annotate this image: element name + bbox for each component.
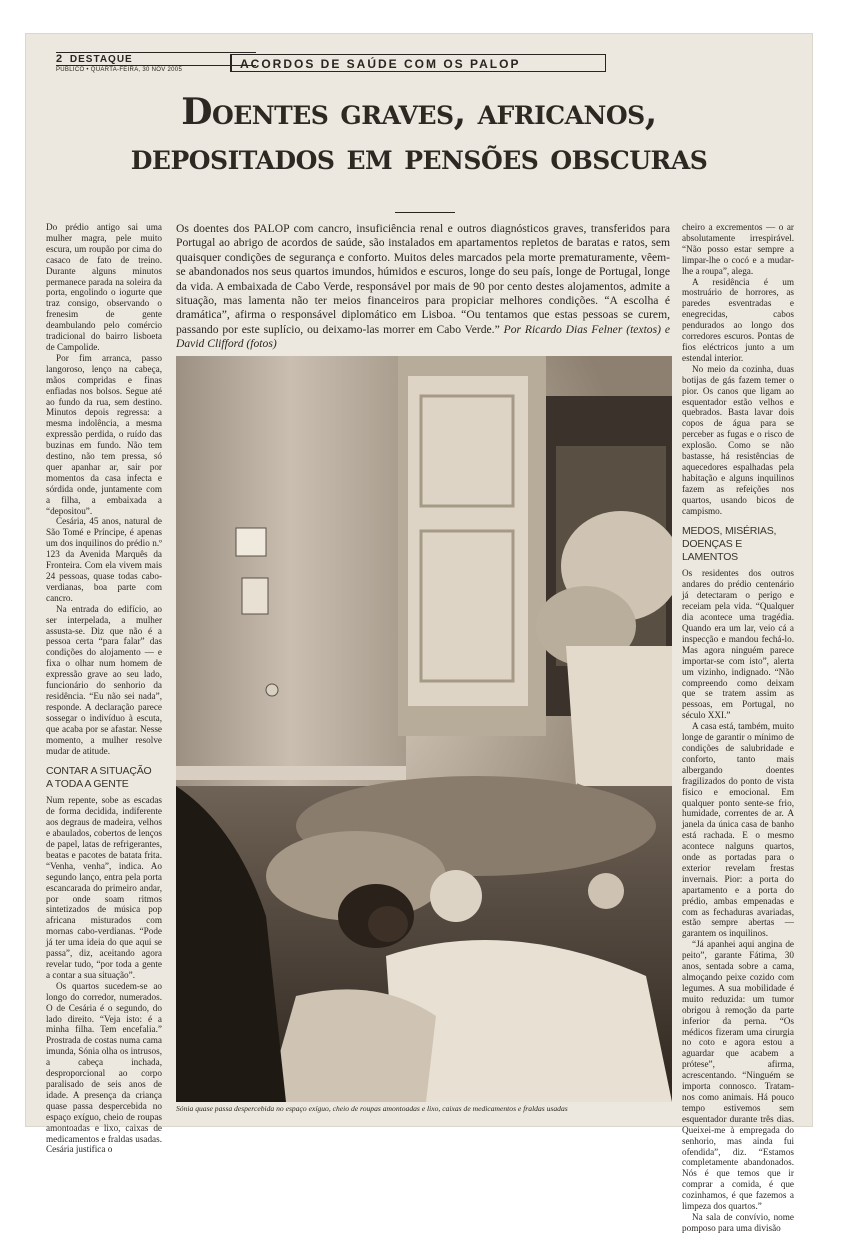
subhead: CONTAR A SITUAÇÃO A TODA A GENTE: [46, 765, 152, 791]
page-number: 2: [56, 53, 64, 65]
headline-divider: [395, 212, 455, 213]
photo-caption: Sónia quase passa despercebida no espaço exíguo, cheio de roupas amontoadas e lixo, caixas de medicamentos e fraldas usadas: [176, 1104, 568, 1113]
body-paragraph: Do prédio antigo sai uma mulher magra, pele muito escura, um roupão por cima do casaco de fato de treino. Durante alguns minutos permanece parada na soleira da porta, engolindo o iogurte que traz consigo, observando o frenesim de gente deambulando pelo comércio tradicional do bairro lisboeta de Campolide.: [46, 222, 162, 352]
body-paragraph: Na entrada do edifício, ao ser interpelada, a mulher assusta-se. Diz que não é a pessoa certa “para falar” das condições do alojamento — e fixa o olhar num homem de expressão grave ao seu lado, funcionário do senhorio da residência. “Eu não sei nada”, responde. A declaração parece sossegar o indivíduo à escuta, que acaba por se afastar. Nesse momento, a mulher resolve mudar de atitude.: [46, 603, 162, 756]
left-column: [46, 222, 162, 1155]
body-paragraph: Por fim arranca, passo langoroso, lenço na cabeça, mãos compridas e finas enfiadas nos bolsos. Segue até ao fundo da rua, sem destino. Minutos depois regressa: a mesma indolência, a mesma expressão perdida, o ruído das buzinas em fundo. Não tem destino, não tem pressa, só quer apanhar ar, sair por momentos da casa infecta e sórdida onde, juntamente com a filha, a embaixada a “depositou”.: [46, 352, 162, 516]
body-paragraph: Os residentes dos outros andares do prédio centenário já detectaram o perigo e receiam pela vida. “Qualquer dia acontece uma tragédia. Quando era um lar, veio cá a inspecção e mandou fechá-lo. Mas agora ninguém parece importar-se com isto”, alerta um vizinho, indignado. “Não compreendo como deixam que se tratem assim as pessoas, em Portugal, no século XXI.”: [682, 568, 794, 721]
body-paragraph: Cesária, 45 anos, natural de São Tomé e Príncipe, é apenas um dos inquilinos do prédio n.º 123 da Avenida Marquês da Fronteira. Com ela vivem mais 24 pessoas, quase todas cabo-verdianas, boa parte com cancro.: [46, 516, 162, 603]
headline-line-2: depositados em pensões obscuras: [130, 136, 708, 178]
kicker: ACORDOS DE SAÚDE COM OS PALOP: [230, 54, 606, 72]
dateline: PÚBLICO • QUARTA-FEIRA, 30 NOV 2005: [56, 67, 183, 73]
body-paragraph: Num repente, sobe as escadas de forma decidida, indiferente aos degraus de madeira, velhos e abaulados, cobertos de lenços de papel, latas de refrigerantes, beatas e pacotes de batata frita. “Venha, venha”, indica. Ao segundo lanço, entra pela porta escancarada do primeiro andar, por onde soam ritmos sintetizados de música pop africana misturados com mornas cabo-verdianas. “Pode já ter uma ideia do que aqui se passa”, diz, aceitando agora revelar tudo, “por toda a gente a contar a sua situação”.: [46, 795, 162, 980]
body-paragraph: A casa está, também, muito longe de garantir o mínimo de condições de salubridade e conforto, tanto mais albergando doentes fragilizados do ponto de vista físico e emocional. Em qualquer ponto sente-se frio, humidade, correntes de ar. A janela da única casa de banho está rachada. E o mesmo acontece nalguns quartos, onde as portadas para o exterior revelam frestas invernais. Pior: a porta do apartamento e a porta do prédio, ambas empenadas e com as fechaduras avariadas, estão sempre abertas — garantem os inquilinos.: [682, 721, 794, 939]
headline: [36, 90, 802, 180]
subhead: MEDOS, MISÉRIAS, DOENÇAS E LAMENTOS: [682, 525, 777, 564]
body-paragraph: Na sala de convívio, nome pomposo para uma divisão: [682, 1211, 794, 1233]
body-paragraph: Os quartos sucedem-se ao longo do corredor, numerados. O de Cesária é o segundo, do lado direito. “Veja isto: é a minha filha. Tem encefalia.” Prostrada de costas numa cama imunda, Sónia olha os intrusos, a cabeça inchada, desproporcional ao corpo paralisado de seis anos de idade. A presença da criança quase passa despercebida no espaço exíguo, cheio de roupas amontoadas e lixo, caixas de medicamentos e fraldas usadas. Cesária justifica o: [46, 980, 162, 1155]
byline: Por Ricardo Dias Felner (textos) e David Clifford (fotos): [176, 322, 670, 351]
headline-line-1: Doentes graves, africanos,: [181, 91, 657, 133]
news-photo: [176, 356, 672, 1102]
newspaper-page: [26, 34, 812, 1233]
body-paragraph: “Já apanhei aqui angina de peito”, garante Fátima, 30 anos, sentada sobre a cama, almoçando peixe cozido com legumes. A sua mobilidade é muito reduzida: um tumor obrigou à remoção da parte inferior da perna. “Os médicos fizeram uma cirurgia no coto e agora estou a aguardar que acabem a prótese”, afirma, acrescentando. “Ninguém se importa connosco. Tratam-nos como animais. Há pouco tempo estivemos sem esquentador durante três dias. Queixei-me à empregada do senhorio, mas ainda fui ofendida”, diz. “Estamos completamente abandonados. Nós é que temos que ir comprar a comida, é que cozinhamos, é que fazemos a limpeza dos quartos.”: [682, 939, 794, 1212]
page-header: [56, 52, 256, 73]
photo-illustration: [176, 356, 672, 1102]
body-paragraph: No meio da cozinha, duas botijas de gás fazem temer o pior. Os canos que ligam ao esquentador estão velhos e quebrados. Basta lavar dois copos de água para se perceber as fugas e o risco de explosão. Como se não bastasse, há resistências de aquecedores espalhadas pela habitação e alguns inquilinos fazem as refeições nos quartos, usando bicos de campismo.: [682, 363, 794, 516]
lead-text: Os doentes dos PALOP com cancro, insuficiência renal e outros diagnósticos graves, transferidos para Portugal ao abrigo de acordos de saúde, são instalados em apartamentos repletos de baratas e ratos, sem quaisquer condições de segurança e conforto. Muitos deles marcados pela morte prematuramente, vêem-se abandonados nos seus quartos imundos, húmidos e escuros, longe do seu país, longe de Portugal, longe da vida. A embaixada de Cabo Verde, responsável por mais de 90 por cento destes alojamentos, admite a situação, mas lamenta não ter meios financeiros para propiciar melhores condições. “A escolha é dramática”, afirma o responsável diplomático em Lisboa. “Ou tentamos que estas pessoas se curem, passando por este suplício, ou deixamo-las morrer em Cabo Verde.”: [176, 222, 670, 336]
right-column: [682, 222, 794, 1234]
body-paragraph: A residência é um mostruário de horrores, as paredes esventradas e enegrecidas, cabos pendurados ao longo dos corredores escuros. Pontas de fios eléctricos junto a um estendal interior.: [682, 276, 794, 363]
body-paragraph: cheiro a excrementos — o ar absolutamente irrespirável. “Não posso estar sempre a limpar-lhe o cocó e a mudar-lhe a roupa”, alega.: [682, 222, 794, 276]
lead-paragraph: [176, 222, 670, 352]
section-name: DESTAQUE: [69, 54, 133, 65]
